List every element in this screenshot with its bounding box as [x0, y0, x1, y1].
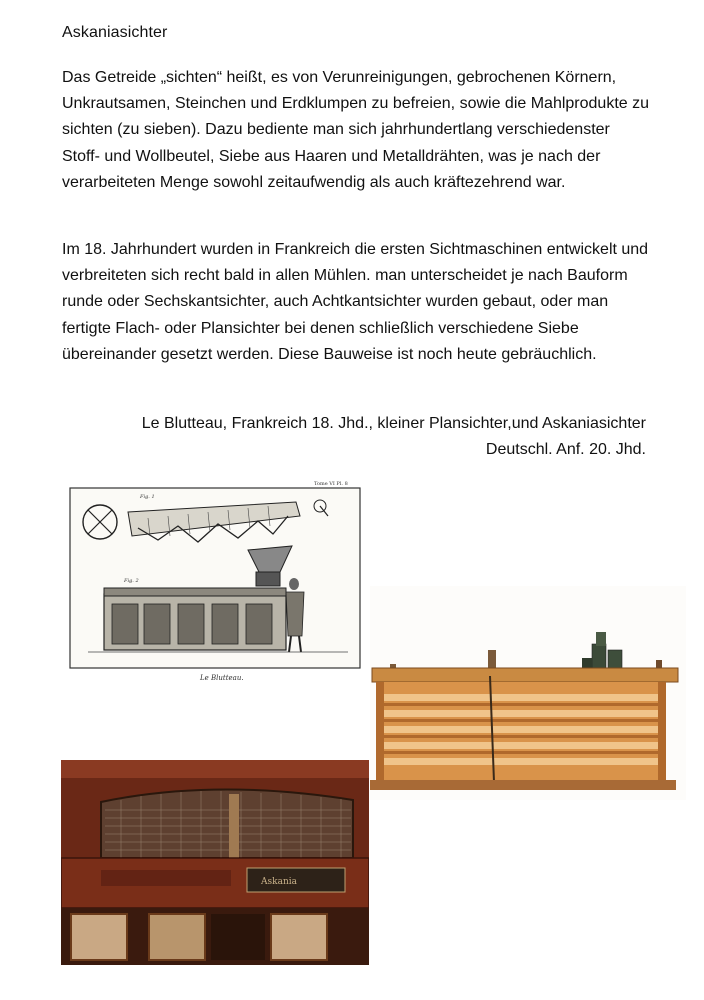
paragraph-1: Das Getreide „sichten“ heißt, es von Verunreinigungen, gebrochenen Körnern, Unkrautsamen, Steinchen und Erdklumpen zu befreien, sowie die Mahlprodukte zu sichten (zu sieben). Dazu bediente man sich jahrhundertlang verschiedenster Stoff- und Wollbeutel, Siebe aus Haaren und Metalldrähten, was je nach der verarbeiteten Menge sowohl zeitaufwendig als auch kräftezehrend war. [62, 69, 649, 191]
askaniasichter-photo [61, 760, 369, 965]
le-blutteau-engraving [68, 476, 364, 686]
paragraph-2: Im 18. Jahrhundert wurden in Frankreich die ersten Sichtmaschinen entwickelt und verbreiteten sich recht bald in allen Mühlen. man unterscheidet je nach Bauform runde oder Sechskantsichter, auch Achtkantsichter wurden gebaut, oder man fertigte Flach- oder Plansichter bei denen schließlich verschiedene Siebe übereinander gesetzt werden. Diese Bauweise ist noch heute gebräuchlich. [62, 241, 649, 363]
plate-number-label: Tome VI Pl. 8 [314, 481, 348, 487]
maker-plate-text: Askania [261, 877, 297, 887]
caption-line-1: Le Blutteau, Frankreich 18. Jhd., kleiner Plansichter,und Askaniasichter [141, 415, 646, 432]
fig-label-1: Fig. 1 [140, 494, 155, 500]
image-caption [142, 411, 646, 463]
plansichter-photo [370, 586, 686, 800]
engraving-caption: Le Blutteau. [200, 674, 244, 682]
document-title: Askaniasichter [62, 24, 168, 41]
fig-label-2: Fig. 2 [124, 578, 139, 584]
caption-line-2: Deutschl. Anf. 20. Jhd. [485, 441, 646, 458]
